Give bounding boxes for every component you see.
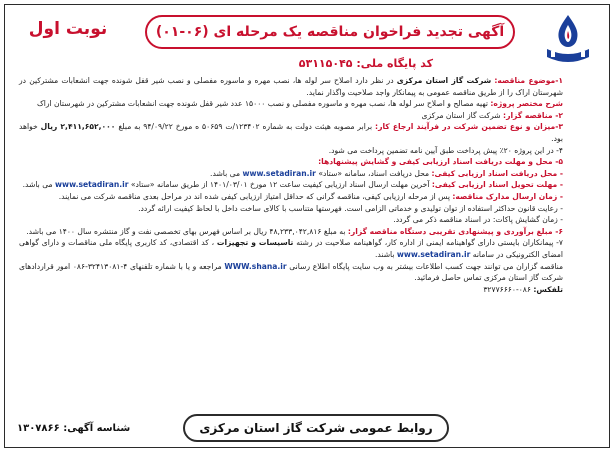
paragraph-prepayment xyxy=(19,145,563,157)
paragraph-deadline xyxy=(19,179,563,191)
fax-number: ۰۸۶-۳۲۷۷۶۶۶۰ xyxy=(483,284,531,294)
deadline-label: - مهلت تحویل اسناد ارزیابی کیفی: xyxy=(431,180,563,190)
ad-id-label: شناسه آگهی: xyxy=(63,423,131,434)
shana-link[interactable]: WWW.shana.ir xyxy=(224,261,287,271)
estimate-text: به مبلغ ۴۸,۲۳۳,۰۴۲,۸۱۶ ریال بر اساس فهرس بهای تخصصی نفت و گاز منتشره سال ۱۴۰۰ می باشد. xyxy=(26,226,346,236)
paragraph-submission xyxy=(19,191,563,203)
contractors-text-a: ۷- پیمانکاران بایستی دارای گواهینامه ایمنی از اداره کار، گواهینامه صلاحیت در رشته xyxy=(296,238,564,248)
paragraph-documents-heading xyxy=(19,156,563,168)
paragraph-summary xyxy=(19,98,563,110)
paragraph-estimate xyxy=(19,226,563,238)
guarantee-text: برابر مصوبه هیئت دولت به شماره ۱۲۳۴۰۲/ت ۵۰۶۵۹ ه مورخ ۹۴/۰۹/۲۲ به مبلغ xyxy=(118,122,373,132)
subject-label: ۱-موضوع مناقصه: xyxy=(494,76,564,85)
info-text-b: مراجعه و یا با شماره تلفنهای ۴-۳۲۴۱۳۰۸۱-۰۸۶ امور قراردادهای شرکت گاز استان مرکزی تماس حاصل فرمائید. xyxy=(19,261,563,283)
fax-label: تلفکس: xyxy=(533,284,563,294)
summary-text: تهیه مصالح و اصلاح سر لوله ها، نصب مهره و ماسوره مفصلی و نصب ۱۵۰۰۰ عدد شیر قفل شونده جهت انشعابات مشترکین در شهرستان اراک xyxy=(36,99,488,109)
guarantee-amount: ۲,۴۱۱,۶۵۲,۰۰۰ ریال xyxy=(40,122,116,132)
nigc-flame-logo xyxy=(537,11,599,69)
national-code-label: کد پایگاه ملی: xyxy=(356,57,433,70)
ad-id-value: ۱۳۰۷۸۶۶ xyxy=(17,423,60,434)
opening-text: - زمان گشایش پاکات: در اسناد مناقصه ذکر می گردد. xyxy=(393,215,563,225)
domestic-text: - رعایت قانون حداکثر استفاده از توان تولیدی و خدماتی الزامی است. فهرستها متناسب با کالای ساخت داخل با لحاظ کیفیت ارائه گردد. xyxy=(138,203,563,213)
setad-link[interactable]: www.setadiran.ir xyxy=(242,168,316,178)
prepayment-text: ۴- در این پروژه ۲۰٪ پیش پرداخت طبق آیین نامه تضمین پرداخت می شود. xyxy=(328,145,563,155)
national-code-value: ۵۳۱۱۵۰۴۵ xyxy=(298,57,353,70)
documents-heading: ۵- محل و مهلت دریافت اسناد ارزیابی کیفی و گشایش پیشنهادها: xyxy=(318,157,563,167)
paragraph-domestic xyxy=(19,203,563,215)
public-relations-footer: روابط عمومی شرکت گاز استان مرکزی xyxy=(183,414,449,442)
submission-label: - زمان ارسال مدارک مناقصه: xyxy=(452,191,563,201)
notice-frame xyxy=(4,4,610,448)
notice-title: آگهی تجدید فراخوان مناقصه یک مرحله ای (۰۶-۰۱) xyxy=(145,15,515,49)
notice-body xyxy=(19,75,563,295)
setad-link[interactable]: www.setadiran.ir xyxy=(396,249,471,259)
company-name: شرکت گاز استان مرکزی xyxy=(396,76,492,85)
paragraph-fax xyxy=(19,284,563,296)
ad-identifier xyxy=(17,423,130,434)
contractors-field: تاسیسات و تجهیزات xyxy=(216,238,294,248)
paragraph-subject xyxy=(19,75,563,98)
deadline-end: می باشد. xyxy=(22,180,53,190)
summary-label: شرح مختصر پروژه: xyxy=(490,99,563,109)
contractors-text-b: ، کد اقتصادی، کد کاربری پایگاه ملی مناقصات و دارای گواهی امضای الکترونیکی در سامانه xyxy=(19,238,563,259)
paragraph-employer xyxy=(19,110,563,122)
estimate-label: ۶- مبلغ برآوردی و پیشنهادی تقریبی دستگاه مناقصه گزار: xyxy=(347,226,563,236)
deadline-text: آخرین مهلت ارسال اسناد ارزیابی کیفیت ساعت ۱۲ مورخ ۱۴۰۱/۰۳/۰۱ از طریق سامانه «ستاد» xyxy=(130,180,430,190)
national-code xyxy=(299,57,433,70)
contractors-end: باشند. xyxy=(375,249,395,259)
receive-text: محل دریافت اسناد، سامانه «ستاد» xyxy=(318,168,430,178)
paragraph-receive xyxy=(19,168,563,180)
info-text-a: مناقصه گزاران می توانند جهت کسب اطلاعات بیشتر به وب سایت پایگاه اطلاع رسانی xyxy=(289,261,564,271)
paragraph-contractors xyxy=(19,237,563,260)
employer-text: شرکت گاز استان مرکزی xyxy=(421,110,501,120)
setad-link[interactable]: www.setadiran.ir xyxy=(55,180,129,190)
paragraph-info xyxy=(19,261,563,284)
paragraph-opening xyxy=(19,214,563,226)
subject-text: در نظر دارد اصلاح سر لوله ها، نصب مهره و ماسوره مفصلی و نصب شیر قفل شونده جهت انشعابات مشترکین در شهرستان اراک را از طریق مناقصه عمومی به پیمانکار واجد صلاحیت واگذار نماید. xyxy=(19,76,563,97)
guarantee-end: خواهد بود. xyxy=(19,122,563,143)
round-label: نوبت اول xyxy=(28,19,108,39)
receive-end: می باشد. xyxy=(210,168,241,178)
employer-label: ۲- مناقصه گزار: xyxy=(503,110,563,120)
paragraph-guarantee xyxy=(19,121,563,144)
guarantee-label: ۳-میزان و نوع تضمین شرکت در فرآیند ارجاع کار: xyxy=(375,122,564,132)
receive-label: - محل دریافت اسناد ارزیابی کیفی: xyxy=(431,168,563,178)
submission-text: پس از مرحله ارزیابی کیفی، مناقصه گرانی که حداقل امتیاز ارزیابی کیفی شده اند در مراحل بعدی مناقصه شرکت می نمایند. xyxy=(58,191,450,201)
